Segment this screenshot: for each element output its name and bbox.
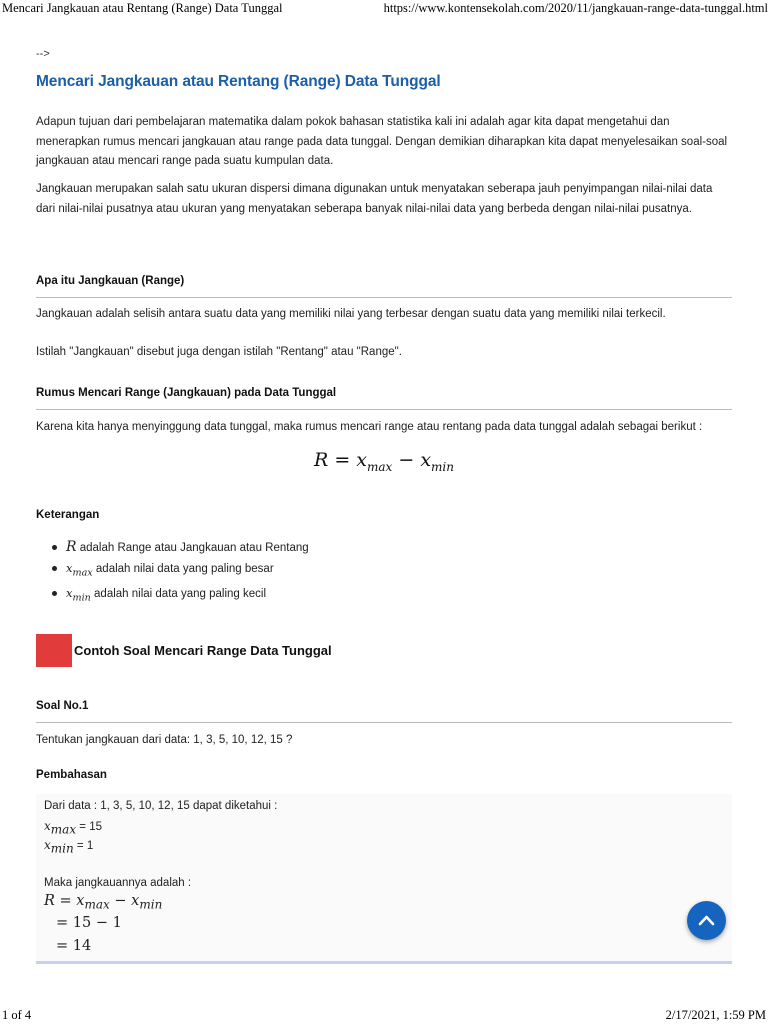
- section-divider: [36, 409, 732, 410]
- print-header-url[interactable]: https://www.kontensekolah.com/2020/11/jangkauan-range-data-tunggal.html: [383, 1, 768, 15]
- list-item: $x_{min}$ adalah nilai data yang paling kecil: [52, 583, 309, 608]
- section-heading-rumus: Rumus Mencari Range (Jangkauan) pada Data Tunggal: [36, 387, 337, 399]
- solution-step-1: $R = x_{max} - x_{min}$: [44, 893, 163, 912]
- print-header: [0, 0, 768, 20]
- list-item: R adalah Range atau Jangkauan atau Rentang: [52, 537, 309, 558]
- solution-xmin: $x_{min} = 1$: [44, 838, 94, 856]
- section-divider: [36, 722, 732, 723]
- intro-paragraph-2: Jangkauan merupakan salah satu ukuran dispersi dimana digunakan untuk menyatakan seberapa jauh penyimpangan nilai-nilai data dari nilai-nilai pusatnya atau ukuran yang menyatakan seberapa banyak nilai-nilai data yang berbeda dengan nilai-nilai pusatnya.: [36, 183, 713, 215]
- scroll-to-top-button[interactable]: [687, 901, 726, 940]
- list-item: $x_{max}$ adalah nilai data yang paling besar: [52, 558, 309, 583]
- print-date: 2/17/2021, 1:59 PM: [665, 1008, 766, 1022]
- stray-comment-text: -->: [36, 48, 50, 60]
- solution-box: [36, 794, 732, 964]
- article-title: Mencari Jangkauan atau Rentang (Range) Data Tunggal: [36, 73, 441, 90]
- soal-heading: Soal No.1: [36, 700, 89, 712]
- example-banner-title: Contoh Soal Mencari Range Data Tunggal: [74, 643, 332, 658]
- keterangan-list: [52, 537, 309, 609]
- formula-intro-paragraph: Karena kita hanya menyinggung data tunggal, maka rumus mencari range atau rentang pada data tunggal adalah sebagai berikut :: [36, 421, 703, 433]
- print-footer: [0, 1008, 768, 1024]
- solution-xmax: $x_{max} = 15$: [44, 819, 102, 837]
- soal-question: Tentukan jangkauan dari data: 1, 3, 5, 10, 12, 15 ?: [36, 734, 293, 746]
- keterangan-heading: Keterangan: [36, 509, 100, 521]
- section-heading-apa-itu-jangkauan: Apa itu Jangkauan (Range): [36, 275, 185, 287]
- section-divider: [36, 297, 732, 298]
- solution-conclusion: Maka jangkauannya adalah :: [44, 877, 192, 889]
- solution-step-3: = 14: [56, 938, 92, 954]
- chevron-up-icon: [698, 913, 715, 927]
- definition-paragraph: Jangkauan adalah selisih antara suatu data yang memiliki nilai yang terbesar dengan suatu data yang memiliki nilai terkecil.: [36, 308, 666, 320]
- solution-line: Dari data : 1, 3, 5, 10, 12, 15 dapat diketahui :: [44, 800, 278, 812]
- page-counter: 1 of 4: [2, 1008, 32, 1022]
- intro-paragraph-1: Adapun tujuan dari pembelajaran matematika dalam pokok bahasan statistika kali ini adalah agar kita dapat mengetahui dan menerapkan rumus mencari jangkauan atau range pada data tunggal. Dengan demikian diharapkan kita dapat menyelesaikan soal-soal jangkauan atau mencari range pada suatu kumpulan data.: [36, 116, 728, 167]
- banner-accent-block: [36, 634, 72, 667]
- range-formula: $R = x_{max} - x_{min}$: [313, 449, 454, 474]
- print-header-title: Mencari Jangkauan atau Rentang (Range) Data Tunggal: [2, 1, 283, 15]
- solution-step-2: = 15 − 1: [56, 915, 122, 931]
- synonym-paragraph: Istilah "Jangkauan" disebut juga dengan istilah "Rentang" atau "Range".: [36, 346, 402, 358]
- pembahasan-heading: Pembahasan: [36, 769, 107, 781]
